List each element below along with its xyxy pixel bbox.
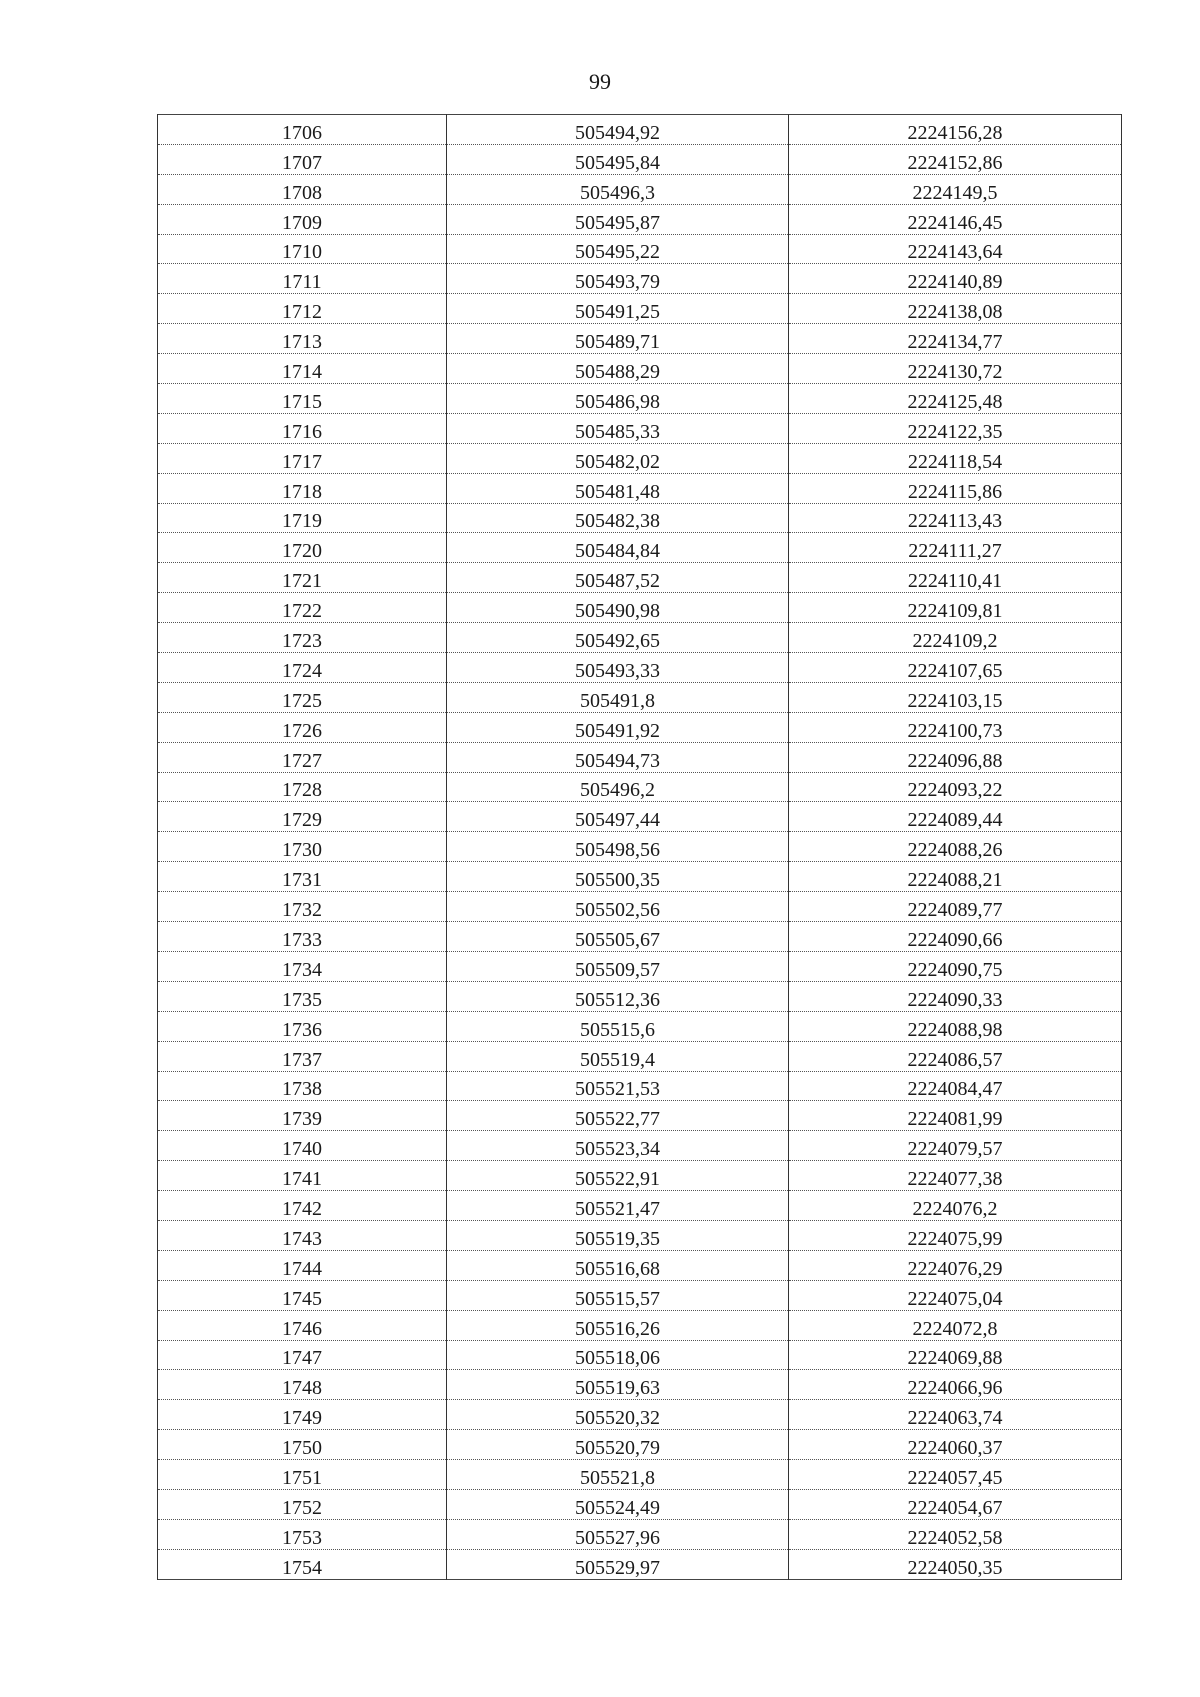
table-row <box>158 1400 1122 1430</box>
x-coordinate-cell: 505521,47 <box>447 1191 789 1221</box>
x-coordinate-cell: 505516,68 <box>447 1250 789 1280</box>
table-row <box>158 294 1122 324</box>
point-number-cell: 1707 <box>158 144 447 174</box>
x-coordinate-cell: 505491,92 <box>447 712 789 742</box>
x-coordinate-cell: 505496,2 <box>447 772 789 802</box>
point-number-cell: 1723 <box>158 623 447 653</box>
x-coordinate-cell: 505494,92 <box>447 115 789 145</box>
table-row <box>158 1370 1122 1400</box>
table-row <box>158 892 1122 922</box>
x-coordinate-cell: 505495,22 <box>447 234 789 264</box>
y-coordinate-cell: 2224109,81 <box>789 593 1122 623</box>
y-coordinate-cell: 2224086,57 <box>789 1041 1122 1071</box>
x-coordinate-cell: 505495,84 <box>447 144 789 174</box>
x-coordinate-cell: 505516,26 <box>447 1310 789 1340</box>
point-number-cell: 1742 <box>158 1191 447 1221</box>
y-coordinate-cell: 2224103,15 <box>789 682 1122 712</box>
point-number-cell: 1737 <box>158 1041 447 1071</box>
point-number-cell: 1734 <box>158 951 447 981</box>
table-row <box>158 354 1122 384</box>
x-coordinate-cell: 505488,29 <box>447 354 789 384</box>
point-number-cell: 1728 <box>158 772 447 802</box>
y-coordinate-cell: 2224075,04 <box>789 1280 1122 1310</box>
page-number: 99 <box>589 69 611 94</box>
table-row <box>158 832 1122 862</box>
table-row <box>158 1071 1122 1101</box>
point-number-cell: 1733 <box>158 922 447 952</box>
x-coordinate-cell: 505489,71 <box>447 324 789 354</box>
table-row <box>158 473 1122 503</box>
y-coordinate-cell: 2224146,45 <box>789 204 1122 234</box>
point-number-cell: 1724 <box>158 653 447 683</box>
x-coordinate-cell: 505520,32 <box>447 1400 789 1430</box>
table-row <box>158 384 1122 414</box>
x-coordinate-cell: 505481,48 <box>447 473 789 503</box>
y-coordinate-cell: 2224052,58 <box>789 1519 1122 1549</box>
table-row <box>158 413 1122 443</box>
table-row <box>158 1161 1122 1191</box>
y-coordinate-cell: 2224063,74 <box>789 1400 1122 1430</box>
y-coordinate-cell: 2224054,67 <box>789 1489 1122 1519</box>
y-coordinate-cell: 2224075,99 <box>789 1220 1122 1250</box>
y-coordinate-cell: 2224079,57 <box>789 1131 1122 1161</box>
x-coordinate-cell: 505491,8 <box>447 682 789 712</box>
x-coordinate-cell: 505484,84 <box>447 533 789 563</box>
y-coordinate-cell: 2224084,47 <box>789 1071 1122 1101</box>
y-coordinate-cell: 2224072,8 <box>789 1310 1122 1340</box>
y-coordinate-cell: 2224115,86 <box>789 473 1122 503</box>
table-row <box>158 922 1122 952</box>
point-number-cell: 1729 <box>158 802 447 832</box>
y-coordinate-cell: 2224118,54 <box>789 443 1122 473</box>
table-row <box>158 1489 1122 1519</box>
point-number-cell: 1731 <box>158 862 447 892</box>
x-coordinate-cell: 505491,25 <box>447 294 789 324</box>
x-coordinate-cell: 505519,4 <box>447 1041 789 1071</box>
y-coordinate-cell: 2224143,64 <box>789 234 1122 264</box>
x-coordinate-cell: 505522,91 <box>447 1161 789 1191</box>
y-coordinate-cell: 2224066,96 <box>789 1370 1122 1400</box>
point-number-cell: 1716 <box>158 413 447 443</box>
table-row <box>158 682 1122 712</box>
x-coordinate-cell: 505493,79 <box>447 264 789 294</box>
x-coordinate-cell: 505505,67 <box>447 922 789 952</box>
y-coordinate-cell: 2224076,2 <box>789 1191 1122 1221</box>
table-row <box>158 742 1122 772</box>
point-number-cell: 1713 <box>158 324 447 354</box>
point-number-cell: 1710 <box>158 234 447 264</box>
point-number-cell: 1745 <box>158 1280 447 1310</box>
table-row <box>158 1011 1122 1041</box>
table-row <box>158 563 1122 593</box>
x-coordinate-cell: 505519,35 <box>447 1220 789 1250</box>
x-coordinate-cell: 505492,65 <box>447 623 789 653</box>
table-row <box>158 533 1122 563</box>
table-row <box>158 802 1122 832</box>
x-coordinate-cell: 505527,96 <box>447 1519 789 1549</box>
table-row <box>158 1310 1122 1340</box>
coordinates-table-body <box>158 115 1122 1580</box>
y-coordinate-cell: 2224096,88 <box>789 742 1122 772</box>
y-coordinate-cell: 2224156,28 <box>789 115 1122 145</box>
x-coordinate-cell: 505482,02 <box>447 443 789 473</box>
y-coordinate-cell: 2224138,08 <box>789 294 1122 324</box>
y-coordinate-cell: 2224152,86 <box>789 144 1122 174</box>
y-coordinate-cell: 2224111,27 <box>789 533 1122 563</box>
point-number-cell: 1739 <box>158 1101 447 1131</box>
x-coordinate-cell: 505502,56 <box>447 892 789 922</box>
x-coordinate-cell: 505487,52 <box>447 563 789 593</box>
table-row <box>158 1041 1122 1071</box>
table-row <box>158 772 1122 802</box>
y-coordinate-cell: 2224093,22 <box>789 772 1122 802</box>
y-coordinate-cell: 2224140,89 <box>789 264 1122 294</box>
point-number-cell: 1741 <box>158 1161 447 1191</box>
table-row <box>158 1460 1122 1490</box>
point-number-cell: 1717 <box>158 443 447 473</box>
x-coordinate-cell: 505497,44 <box>447 802 789 832</box>
point-number-cell: 1711 <box>158 264 447 294</box>
y-coordinate-cell: 2224149,5 <box>789 174 1122 204</box>
table-row <box>158 981 1122 1011</box>
point-number-cell: 1722 <box>158 593 447 623</box>
y-coordinate-cell: 2224088,98 <box>789 1011 1122 1041</box>
y-coordinate-cell: 2224107,65 <box>789 653 1122 683</box>
y-coordinate-cell: 2224110,41 <box>789 563 1122 593</box>
y-coordinate-cell: 2224113,43 <box>789 503 1122 533</box>
y-coordinate-cell: 2224125,48 <box>789 384 1122 414</box>
point-number-cell: 1753 <box>158 1519 447 1549</box>
y-coordinate-cell: 2224090,66 <box>789 922 1122 952</box>
point-number-cell: 1736 <box>158 1011 447 1041</box>
y-coordinate-cell: 2224090,75 <box>789 951 1122 981</box>
point-number-cell: 1726 <box>158 712 447 742</box>
x-coordinate-cell: 505518,06 <box>447 1340 789 1370</box>
table-row <box>158 1430 1122 1460</box>
y-coordinate-cell: 2224089,77 <box>789 892 1122 922</box>
y-coordinate-cell: 2224089,44 <box>789 802 1122 832</box>
x-coordinate-cell: 505520,79 <box>447 1430 789 1460</box>
y-coordinate-cell: 2224057,45 <box>789 1460 1122 1490</box>
point-number-cell: 1715 <box>158 384 447 414</box>
y-coordinate-cell: 2224081,99 <box>789 1101 1122 1131</box>
point-number-cell: 1750 <box>158 1430 447 1460</box>
table-row <box>158 653 1122 683</box>
x-coordinate-cell: 505519,63 <box>447 1370 789 1400</box>
y-coordinate-cell: 2224109,2 <box>789 623 1122 653</box>
y-coordinate-cell: 2224050,35 <box>789 1549 1122 1579</box>
table-row <box>158 1519 1122 1549</box>
table-row <box>158 1549 1122 1579</box>
x-coordinate-cell: 505482,38 <box>447 503 789 533</box>
point-number-cell: 1738 <box>158 1071 447 1101</box>
point-number-cell: 1744 <box>158 1250 447 1280</box>
table-row <box>158 503 1122 533</box>
y-coordinate-cell: 2224122,35 <box>789 413 1122 443</box>
x-coordinate-cell: 505529,97 <box>447 1549 789 1579</box>
table-row <box>158 204 1122 234</box>
point-number-cell: 1730 <box>158 832 447 862</box>
point-number-cell: 1714 <box>158 354 447 384</box>
point-number-cell: 1721 <box>158 563 447 593</box>
point-number-cell: 1720 <box>158 533 447 563</box>
point-number-cell: 1747 <box>158 1340 447 1370</box>
table-row <box>158 1220 1122 1250</box>
x-coordinate-cell: 505496,3 <box>447 174 789 204</box>
y-coordinate-cell: 2224130,72 <box>789 354 1122 384</box>
x-coordinate-cell: 505515,6 <box>447 1011 789 1041</box>
table-row <box>158 264 1122 294</box>
point-number-cell: 1735 <box>158 981 447 1011</box>
x-coordinate-cell: 505493,33 <box>447 653 789 683</box>
table-row <box>158 234 1122 264</box>
table-row <box>158 593 1122 623</box>
point-number-cell: 1743 <box>158 1220 447 1250</box>
point-number-cell: 1712 <box>158 294 447 324</box>
x-coordinate-cell: 505512,36 <box>447 981 789 1011</box>
x-coordinate-cell: 505515,57 <box>447 1280 789 1310</box>
table-row <box>158 443 1122 473</box>
x-coordinate-cell: 505498,56 <box>447 832 789 862</box>
x-coordinate-cell: 505521,53 <box>447 1071 789 1101</box>
point-number-cell: 1727 <box>158 742 447 772</box>
x-coordinate-cell: 505486,98 <box>447 384 789 414</box>
point-number-cell: 1725 <box>158 682 447 712</box>
x-coordinate-cell: 505495,87 <box>447 204 789 234</box>
x-coordinate-cell: 505522,77 <box>447 1101 789 1131</box>
x-coordinate-cell: 505485,33 <box>447 413 789 443</box>
table-row <box>158 951 1122 981</box>
point-number-cell: 1718 <box>158 473 447 503</box>
y-coordinate-cell: 2224134,77 <box>789 324 1122 354</box>
x-coordinate-cell: 505509,57 <box>447 951 789 981</box>
y-coordinate-cell: 2224088,21 <box>789 862 1122 892</box>
table-row <box>158 1340 1122 1370</box>
y-coordinate-cell: 2224090,33 <box>789 981 1122 1011</box>
point-number-cell: 1754 <box>158 1549 447 1579</box>
y-coordinate-cell: 2224100,73 <box>789 712 1122 742</box>
x-coordinate-cell: 505490,98 <box>447 593 789 623</box>
x-coordinate-cell: 505523,34 <box>447 1131 789 1161</box>
point-number-cell: 1719 <box>158 503 447 533</box>
point-number-cell: 1746 <box>158 1310 447 1340</box>
y-coordinate-cell: 2224088,26 <box>789 832 1122 862</box>
x-coordinate-cell: 505524,49 <box>447 1489 789 1519</box>
y-coordinate-cell: 2224060,37 <box>789 1430 1122 1460</box>
point-number-cell: 1740 <box>158 1131 447 1161</box>
table-row <box>158 1280 1122 1310</box>
x-coordinate-cell: 505494,73 <box>447 742 789 772</box>
point-number-cell: 1751 <box>158 1460 447 1490</box>
table-row <box>158 623 1122 653</box>
table-row <box>158 862 1122 892</box>
point-number-cell: 1748 <box>158 1370 447 1400</box>
point-number-cell: 1706 <box>158 115 447 145</box>
y-coordinate-cell: 2224077,38 <box>789 1161 1122 1191</box>
table-row <box>158 115 1122 145</box>
table-row <box>158 712 1122 742</box>
table-row <box>158 1131 1122 1161</box>
x-coordinate-cell: 505521,8 <box>447 1460 789 1490</box>
point-number-cell: 1708 <box>158 174 447 204</box>
table-row <box>158 1250 1122 1280</box>
table-row <box>158 144 1122 174</box>
point-number-cell: 1709 <box>158 204 447 234</box>
y-coordinate-cell: 2224069,88 <box>789 1340 1122 1370</box>
table-row <box>158 1191 1122 1221</box>
table-row <box>158 1101 1122 1131</box>
coordinates-table <box>157 114 1122 1580</box>
y-coordinate-cell: 2224076,29 <box>789 1250 1122 1280</box>
point-number-cell: 1749 <box>158 1400 447 1430</box>
point-number-cell: 1732 <box>158 892 447 922</box>
x-coordinate-cell: 505500,35 <box>447 862 789 892</box>
point-number-cell: 1752 <box>158 1489 447 1519</box>
table-row <box>158 324 1122 354</box>
table-row <box>158 174 1122 204</box>
